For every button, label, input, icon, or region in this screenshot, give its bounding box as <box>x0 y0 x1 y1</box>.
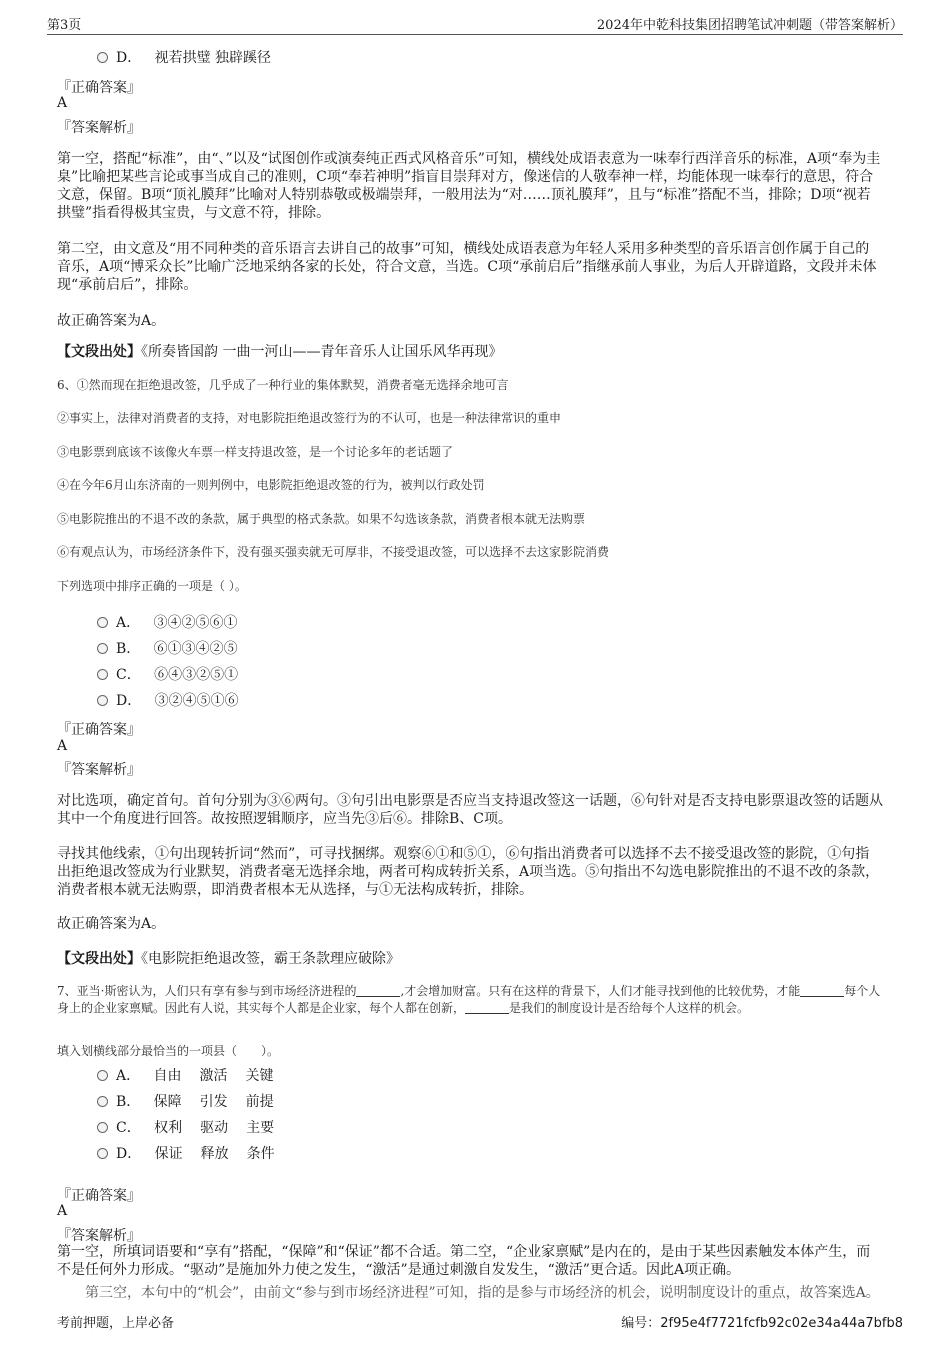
radio-icon[interactable] <box>97 617 108 628</box>
option-letter: D． <box>116 693 142 709</box>
option-word-3: 主要 <box>246 1120 275 1136</box>
q6-analysis-p1: 对比选项，确定首句。首句分别为③⑥两句。③句引出电影票是否应当支持退改签这一话题，⑥句针对是否支持电影票退改签的话题从其中一个角度进行回答。故按照逻辑顺序，应当先③后⑥。排除B、C项。 <box>57 793 883 827</box>
q7-option-c[interactable] <box>97 1117 274 1137</box>
q5-source <box>57 341 502 361</box>
q5-analysis-label: 『答案解析』 <box>57 120 141 136</box>
q6-conclusion: 故正确答案为A。 <box>57 916 166 932</box>
option-word-3: 条件 <box>246 1146 275 1162</box>
q6-sentence-6: ⑥有观点认为，市场经济条件下，没有强买强卖就无可厚非，不接受退改签，可以选择不去这家影院消费 <box>57 545 610 559</box>
radio-icon[interactable] <box>97 1070 108 1081</box>
q5-answer-label: 『正确答案』 <box>57 80 141 96</box>
q7-analysis-label: 『答案解析』 <box>57 1228 141 1244</box>
q6-sentence-1: 6、①然而现在拒绝退改签，几乎成了一种行业的集体默契，消费者毫无选择余地可言 <box>57 378 509 392</box>
option-word-2: 激活 <box>199 1068 228 1084</box>
option-word-1: 自由 <box>153 1068 182 1084</box>
q7-analysis-cut-line <box>57 1285 887 1301</box>
source-title: 《电影院拒绝退改签，霸王条款理应破除》 <box>141 951 400 967</box>
source-title: 《所奏皆国韵 一曲一河山——青年音乐人让国乐风华再现》 <box>141 344 503 360</box>
q6-sentence-3: ③电影票到底该不该像火车票一样支持退改签，是一个讨论多年的老话题了 <box>57 445 454 459</box>
option-word-2: 释放 <box>200 1146 229 1162</box>
q6-answer-label: 『正确答案』 <box>57 722 141 738</box>
source-tag: 【文段出处】 <box>57 951 141 967</box>
option-letter: D． <box>116 50 142 66</box>
source-tag: 【文段出处】 <box>57 344 141 360</box>
option-word-3: 前提 <box>245 1094 274 1110</box>
q6-option-a[interactable] <box>97 612 237 632</box>
option-letter: A． <box>116 615 141 631</box>
option-letter: D． <box>116 1146 142 1162</box>
blank-1 <box>356 985 400 997</box>
q7-prompt: 填入划横线部分最恰当的一项县（ ）。 <box>57 1044 280 1058</box>
page-number: 第3页 <box>47 18 82 33</box>
stem-part-4: 是我们的制度设计是否给每个人这样的机会。 <box>509 1001 750 1015</box>
option-word-2: 引发 <box>199 1094 228 1110</box>
option-letter: C． <box>116 1120 141 1136</box>
option-letter: B． <box>116 641 141 657</box>
q7-option-b[interactable] <box>97 1091 274 1111</box>
blank-3 <box>465 1002 509 1014</box>
stem-part-2: ,才会增加财富。只有在这样的背景下，人们才能寻找到他的比较优势，才能 <box>400 984 801 998</box>
radio-icon[interactable] <box>97 1148 108 1159</box>
q6-option-d[interactable] <box>97 690 239 710</box>
stem-part-3: 每个人身上的企业家禀赋。因此有人说，其实每个人都是企业家，每个人都在创新， <box>57 984 881 1015</box>
option-letter: C． <box>116 667 141 683</box>
q7-stem <box>57 983 887 1017</box>
q6-source <box>57 948 400 968</box>
cut-text: 第三空，本句中的“机会”，由前文“参与到市场经济进程”可知，指的是参与市场经济的机会，说明制度设计的重点，故答案选A。 <box>57 1285 880 1301</box>
option-word-3: 关键 <box>245 1068 274 1084</box>
q6-sentence-4: ④在今年6月山东济南的一则判例中，电影院拒绝退改签的行为，被判以行政处罚 <box>57 478 485 492</box>
q6-option-b[interactable] <box>97 638 238 658</box>
q7-analysis-p1: 第一空，所填词语要和“享有”搭配，“保障”和“保证”都不合适。第二空，“企业家禀赋”是内在的，是由于某些因素触发本体产生，而不是任何外力形成。“驱动”是施加外力使之发生，“激活”是通过刺激自发发生，“激活”更合适。因此A项正确。 <box>57 1244 871 1278</box>
radio-icon[interactable] <box>97 669 108 680</box>
radio-icon[interactable] <box>97 695 108 706</box>
q7-option-d[interactable] <box>97 1143 275 1163</box>
radio-icon[interactable] <box>97 52 108 63</box>
q7-answer: A <box>57 1203 68 1219</box>
option-letter: B． <box>116 1094 141 1110</box>
radio-icon[interactable] <box>97 1096 108 1107</box>
q5-analysis-p2: 第二空，由文意及“用不同种类的音乐语言去讲自己的故事”可知，横线处成语表意为年轻人采用多种类型的音乐语言创作属于自己的音乐，A项“博采众长”比喻广泛地采纳各家的长处，符合文意，当选。C项“承前启后”指继承前人事业，为后人开辟道路，文段并未体现“承前启后”，排除。 <box>57 241 877 293</box>
q5-analysis-p1: 第一空，搭配“标准”，由“、”以及“试图创作或演奏纯正西式风格音乐”可知，横线处成语表意为一味奉行西洋音乐的标准，A项“奉为圭臬”比喻把某些言论或事当成自己的准则，C项“奉若神明”指盲目崇拜对方，像迷信的人敬奉神一样，均能体现一味奉行的意思，符合文意，保留。B项“顶礼膜拜”比喻对人特别恭敬或极端崇拜，一般用法为“对……顶礼膜拜”，且与“标准”搭配不当，排除；D项“视若拱璧”指看得极其宝贵，与文意不符，排除。 <box>57 151 881 221</box>
q6-analysis-label: 『答案解析』 <box>57 762 141 778</box>
option-text: ⑥④③②⑤① <box>154 667 239 683</box>
radio-icon[interactable] <box>97 1122 108 1133</box>
option-word-2: 驱动 <box>200 1120 229 1136</box>
q5-conclusion: 故正确答案为A。 <box>57 313 166 329</box>
option-text: ③②④⑤①⑥ <box>154 693 239 709</box>
blank-2 <box>800 985 844 997</box>
code-label: 编号： <box>621 1316 661 1331</box>
page-header <box>47 12 903 35</box>
q6-sentence-2: ②事实上，法律对消费者的支持，对电影院拒绝退改签行为的不认可，也是一种法律常识的重申 <box>57 411 562 425</box>
q6-sentence-5: ⑤电影院推出的不退不改的条款，属于典型的格式条款。如果不勾选该条款，消费者根本就无法购票 <box>57 512 586 526</box>
document-title: 2024年中乾科技集团招聘笔试冲刺题（带答案解析） <box>596 18 903 33</box>
q6-analysis-p2: 寻找其他线索，①句出现转折词“然而”，可寻找捆绑。观察⑥①和⑤①，⑥句指出消费者可以选择不去不接受退改签的影院，①句指出拒绝退改签成为行业默契，消费者毫无选择余地，两者可构成转折关系，A项当选。⑤句指出不勾选电影院推出的不退不改的条款，消费者根本就无法购票，即消费者根本无从选择，与①无法构成转折，排除。 <box>57 846 880 898</box>
q7-answer-label: 『正确答案』 <box>57 1188 141 1204</box>
option-word-1: 权利 <box>154 1120 183 1136</box>
option-text: ③④②⑤⑥① <box>153 615 238 631</box>
option-word-1: 保障 <box>153 1094 182 1110</box>
q7-option-a[interactable] <box>97 1065 273 1085</box>
radio-icon[interactable] <box>97 643 108 654</box>
q6-prompt: 下列选项中排序正确的一项是（ ）。 <box>57 579 247 593</box>
q5-answer: A <box>57 95 68 111</box>
option-text: ⑥①③④②⑤ <box>153 641 238 657</box>
stem-part-1: 7、亚当·斯密认为，人们只有享有参与到市场经济进程的 <box>57 984 357 998</box>
q6-option-c[interactable] <box>97 664 238 684</box>
q5-option-d[interactable] <box>97 47 271 67</box>
footer-slogan: 考前押题，上岸必备 <box>57 1316 175 1331</box>
option-word-1: 保证 <box>154 1146 183 1162</box>
q6-answer: A <box>57 738 68 754</box>
code-value: 2f95e4f7721fcfb92c02e34a44a7bfb8 <box>660 1316 903 1331</box>
document-code <box>621 1312 903 1331</box>
option-letter: A． <box>116 1068 141 1084</box>
option-text: 视若拱璧 独辟蹊径 <box>154 50 272 66</box>
